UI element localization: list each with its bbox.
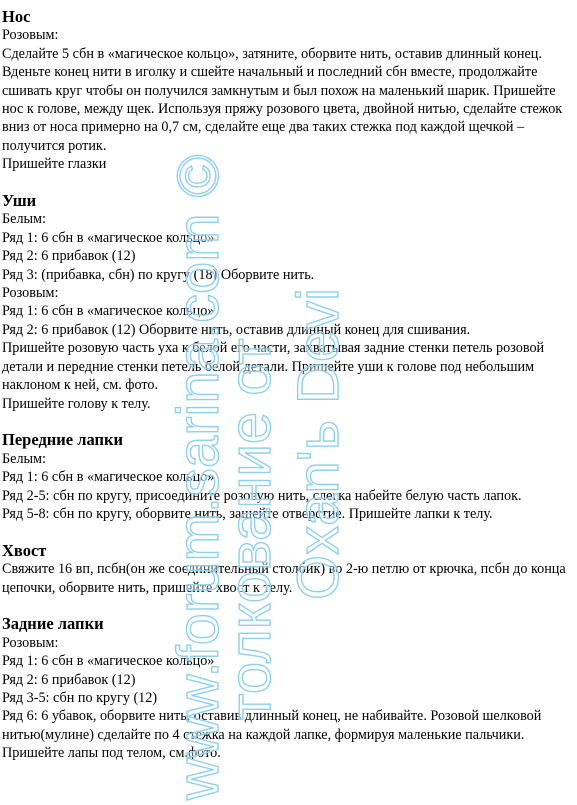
- paragraph-line: Ряд 6: 6 убавок, оборвите нить, оставив длинный конец, не набивайте. Розовой шелковой нитью(мулине) сделайте по 4 стежка на каждой лапке, формируя маленькие пальчики. Пришейте лапы под телом, см.фото.: [2, 708, 542, 762]
- paragraph-line: Белым:: [2, 450, 46, 467]
- paragraph-line: Ряд 1: 6 сбн в «магическое кольцо»: [2, 229, 215, 246]
- section-heading: Нос: [2, 7, 31, 26]
- paragraph-line: Белым:: [2, 211, 46, 228]
- paragraph-line: Свяжите 16 вп, псбн(он же соединительный столбик) во 2-ю петлю от крючка, псбн до конца цепочки, оборвите нить, пришейте хвост к телу.: [2, 561, 566, 596]
- section: [2, 174, 574, 413]
- paragraph-line: Ряд 2: 6 прибавок (12): [2, 248, 136, 265]
- section-spacer: [2, 174, 574, 192]
- paragraph-line: Розовым:: [2, 285, 59, 302]
- section: [2, 8, 574, 174]
- section: [2, 523, 574, 597]
- watermark-text-3: Oxan'ь Devi: [286, 287, 351, 600]
- paragraph-line: Пришейте голову к телу.: [2, 395, 151, 412]
- watermark-text-2: толкование от: [218, 338, 283, 720]
- paragraph-line: Ряд 2-5: сбн по кругу, присоедините розовую нить, слегка набейте белую часть лапок.: [2, 487, 522, 504]
- section-heading: Уши: [2, 191, 37, 211]
- paragraph-line: Ряд 3-5: сбн по кругу (12): [2, 689, 158, 706]
- paragraph-line: Ряд 5-8: сбн по кругу, оборвите нить, зашейте отверстие. Пришейте лапки к телу.: [2, 505, 493, 522]
- section-spacer: [2, 523, 574, 541]
- paragraph-line: Пришейте глазки: [2, 156, 107, 173]
- paragraph-line: Ряд 2: 6 прибавок (12) Оборвите нить, оставив длинный конец для сшивания.: [2, 321, 471, 338]
- paragraph-line: Ряд 1: 6 сбн в «магическое кольцо»: [2, 653, 215, 670]
- section-spacer: [2, 413, 574, 431]
- section-heading: Передние лапки: [2, 430, 124, 450]
- section: [2, 413, 574, 523]
- paragraph-line: Пришейте розовую часть уха к белой его части, захватывая задние стенки петель розовой детали и передние стенки петель белой детали. Пришейте уши к голове под небольшим наклоном к ней, см. фото.: [2, 340, 545, 394]
- watermark-text-1: www.forum.sarina.com ©: [166, 154, 231, 800]
- paragraph-line: Ряд 1: 6 сбн в «магическое кольцо»: [2, 469, 215, 486]
- paragraph-line: Ряд 2: 6 прибавок (12): [2, 671, 136, 688]
- document-body: [2, 8, 574, 763]
- section: [2, 597, 574, 763]
- section-heading: Задние лапки: [2, 614, 104, 634]
- paragraph-line: Сделайте 5 сбн в «магическое кольцо», затяните, оборвите нить, оставив длинный конец. Вденьте конец нити в иголку и сшейте начальный и последний сбн вместе, продолжайте сшивать круг чтобы он получился замкнутым и был похож на маленький шарик. Пришейте нос к голове, между щек. Используя пряжу розового цвета, двойной нитью, сделайте стежок вниз от носа примерно на 0,7 см, сделайте еще два таких стежка под каждой щечкой – получится ротик.: [2, 45, 563, 154]
- section-heading: Хвост: [2, 540, 47, 560]
- section-spacer: [2, 597, 574, 615]
- paragraph-line: Ряд 1: 6 сбн в «магическое кольцо»: [2, 303, 215, 320]
- paragraph-line: Розовым:: [2, 634, 59, 651]
- paragraph-line: Розовым:: [2, 27, 59, 44]
- paragraph-line: Ряд 3: (прибавка, сбн) по кругу (18) Оборвите нить.: [2, 266, 315, 283]
